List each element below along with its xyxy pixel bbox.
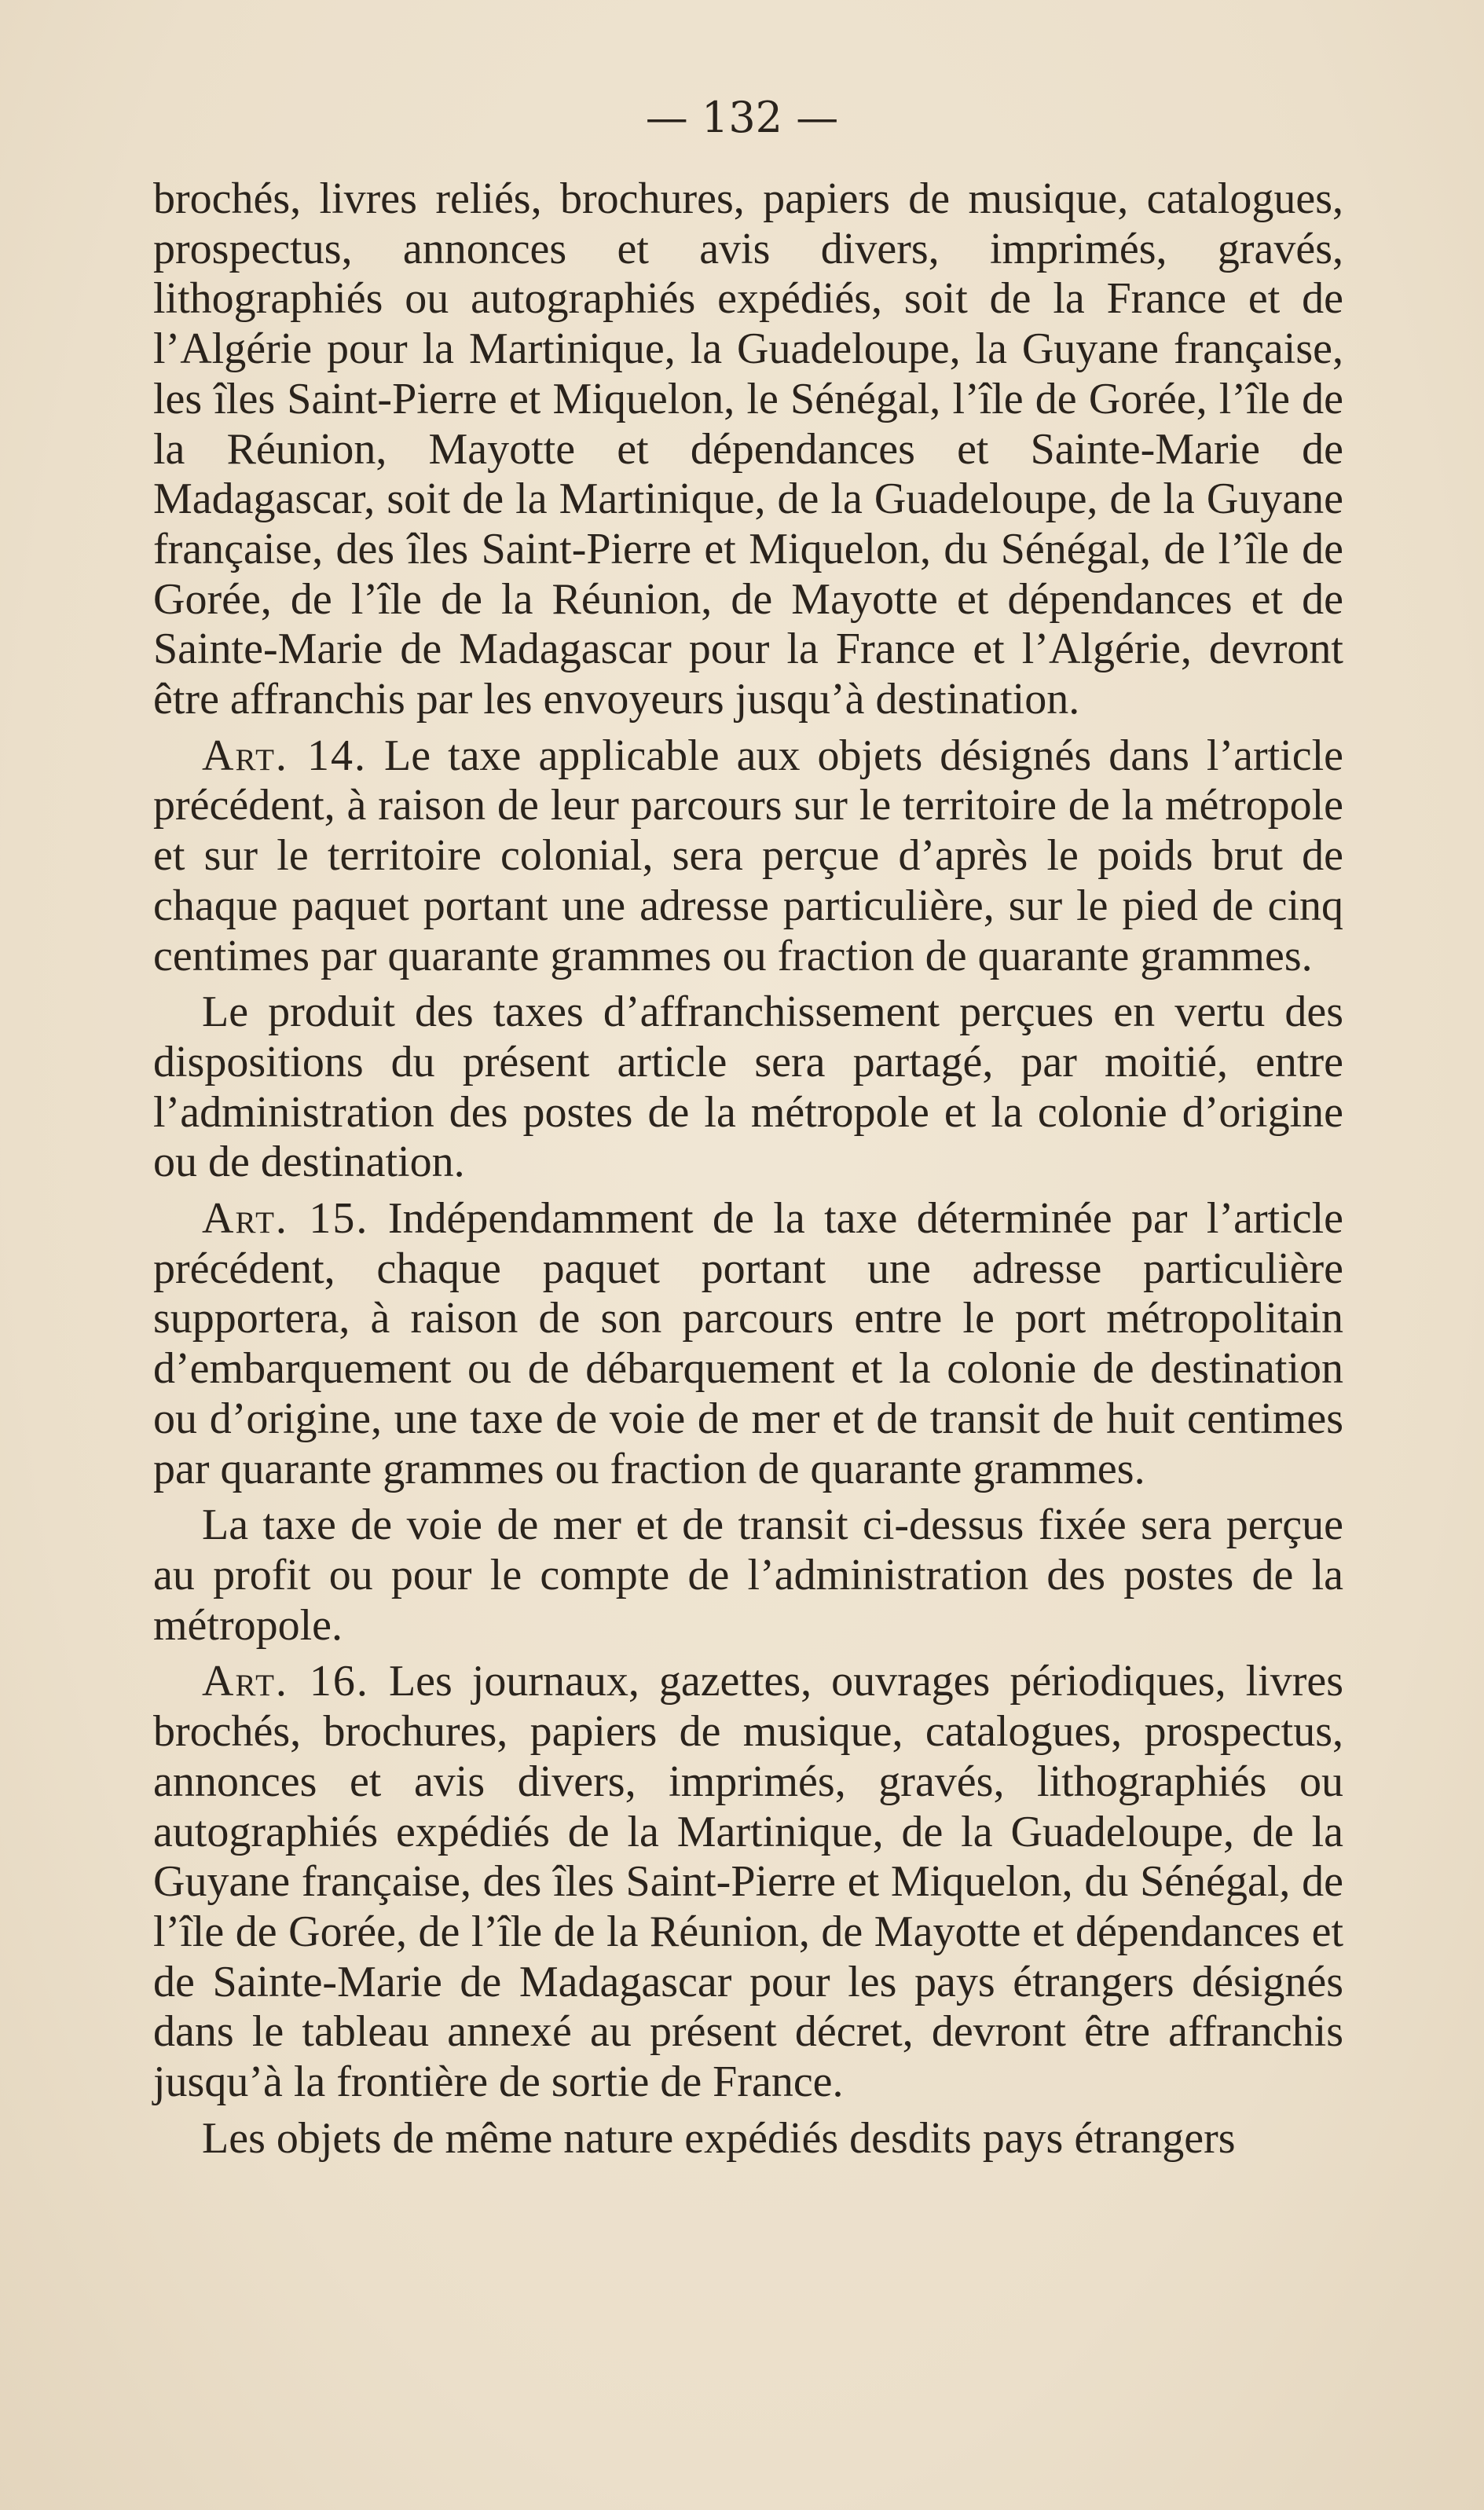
paragraph-text: Le produit des taxes d’affranchissement perçues en vertu des dispositions du présent article sera partagé, par moitié, entre l’administration des postes de la métropole et la colonie d’origine ou de destination. bbox=[153, 988, 1343, 1187]
article-label: Art. 16. bbox=[202, 1657, 369, 1706]
paragraph-text: Les journaux, gazettes, ouvrages périodiques, livres brochés, brochures, papiers de musique, catalogues, prospectus, annonces et avis divers, imprimés, gravés, lithographiés ou autographiés expédiés de la Martinique, de la Guadeloupe, de la Guyane française, des îles Saint-Pierre et Miquelon, du Sénégal, de l’île de Gorée, de l’île de la Réunion, de Mayotte et dépendances et de Sainte-Marie de Madagascar pour les pays étrangers désignés dans le tableau annexé au présent décret, devront être affranchis jusqu’à la frontière de sortie de France. bbox=[153, 1657, 1344, 2107]
article-16 bbox=[153, 1657, 1343, 2107]
paragraph bbox=[153, 988, 1343, 1188]
paragraph bbox=[153, 1501, 1343, 1651]
article-15 bbox=[153, 1194, 1343, 1494]
article-14 bbox=[153, 731, 1343, 982]
paragraph-text: brochés, livres reliés, brochures, papiers de musique, catalogues, prospectus, annonces et avis divers, imprimés, gravés, lithographiés ou autographiés expédiés, soit de la France et de l’Algérie pour la Martinique, la Guadeloupe, la Guyane française, les îles Saint-Pierre et Miquelon, le Sénégal, l’île de Gorée, l’île de la Réunion, Mayotte et dépendances et Sainte-Marie de Madagascar, soit de la Martinique, de la Guadeloupe, de la Guyane française, des îles Saint-Pierre et Miquelon, du Sénégal, de l’île de Gorée, de l’île de la Réunion, de Mayotte et dépendances et de Sainte-Marie de Madagascar pour la France et l’Algérie, devront être affranchis par les envoyeurs jusqu’à destination. bbox=[153, 174, 1343, 724]
article-label: Art. 14. bbox=[202, 731, 367, 780]
paragraph-continuation bbox=[153, 174, 1343, 725]
body-text bbox=[153, 174, 1343, 2164]
article-label: Art. 15. bbox=[202, 1194, 369, 1244]
paragraph-text: La taxe de voie de mer et de transit ci-dessus fixée sera perçue au profit ou pour le compte de l’administration des postes de la métropole. bbox=[153, 1501, 1343, 1650]
paragraph bbox=[153, 2114, 1343, 2164]
paragraph-text: Indépendamment de la taxe déterminée par l’article précédent, chaque paquet portant une adresse particulière supportera, à raison de son parcours entre le port métropolitain d’embarquement ou de débarquement et la colonie de destination ou d’origine, une taxe de voie de mer et de transit de huit centimes par quarante grammes ou fraction de quarante grammes. bbox=[153, 1194, 1344, 1493]
paragraph-text: Le taxe applicable aux objets désignés dans l’article précédent, à raison de leur parcours sur le territoire de la métropole et sur le territoire colonial, sera perçue d’après le poids brut de chaque paquet portant une adresse particulière, sur le pied de cinq centimes par quarante grammes ou fraction de quarante grammes. bbox=[153, 731, 1343, 980]
paragraph-text: Les objets de même nature expédiés desdits pays étrangers bbox=[202, 2113, 1236, 2163]
page-number: — 132 — bbox=[645, 93, 839, 142]
